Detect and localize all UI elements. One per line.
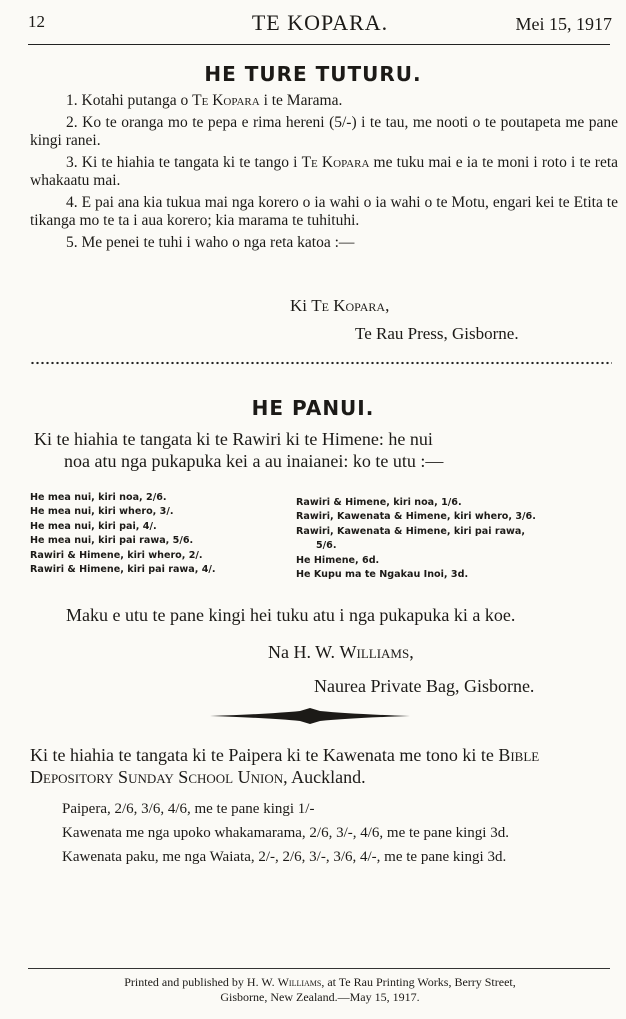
dotted-divider xyxy=(30,360,612,366)
price-item: He Himene, 6d. xyxy=(296,554,380,566)
bible-price-list xyxy=(30,800,610,872)
price-list-right xyxy=(296,496,618,582)
price-item: Rawiri, Kawenata & Himene, kiri pai rawa, xyxy=(296,525,526,537)
signer-name: Na H. W. Williams, xyxy=(268,642,414,662)
price-item: He mea nui, kiri pai rawa, 5/6. xyxy=(30,535,194,547)
panui-intro: Ki te hiahia te tangata ki te Rawiri ki te Himene: he nui noa atu nga pukapuka kei a au inaianei: ko te utu :— xyxy=(34,429,444,471)
running-header xyxy=(28,10,612,38)
signer-address: Naurea Private Bag, Gisborne. xyxy=(314,676,535,696)
header-rule xyxy=(28,44,610,45)
price-item: He mea nui, kiri noa, 2/6. xyxy=(30,492,167,503)
price-item: He mea nui, kiri pai, 4/. xyxy=(30,520,157,532)
bible-item: Kawenata me nga upoko whakamarama, 2/6, 3/-, 4/6, me te pane kingi 3d. xyxy=(62,825,509,841)
ture-list xyxy=(30,92,618,256)
bible-item: Kawenata paku, me nga Waiata, 2/-, 2/6, 3/-, 3/6, 4/-, me te pane kingi 3d. xyxy=(62,849,507,865)
ture-item: 2. Ko te oranga mo te pepa e rima hereni (5/-) i te tau, me nooti o te poutapeta me pane kingi ranei. xyxy=(30,114,619,149)
bible-intro: Ki te hiahia te tangata ki te Paipera ki te Kawenata me tono ki te Bible Depository Sunday School Union, Auckland. xyxy=(30,745,540,787)
price-item: Rawiri & Himene, kiri whero, 2/. xyxy=(30,549,203,561)
price-item: Rawiri & Himene, kiri pai rawa, 4/. xyxy=(30,564,216,576)
footer-rule xyxy=(28,968,610,969)
ture-item: 1. Kotahi putanga o Te Kopara i te Marama. xyxy=(66,92,343,109)
bible-item: Paipera, 2/6, 3/6, 4/6, me te pane kingi 1/- xyxy=(62,801,315,817)
price-list-left xyxy=(30,491,300,577)
imprint-footer: Printed and published by H. W. Williams, at Te Rau Printing Works, Berry Street, Gisborne, New Zealand.—May 15, 1917. xyxy=(124,975,516,1004)
ornamental-rule xyxy=(210,706,410,726)
ture-item: 4. E pai ana kia tukua mai nga korero o ia wahi o ia wahi o te Motu, engari kei te Etita te tikanga mo te ta i aua korero; kia marama te tuhituhi. xyxy=(30,194,618,229)
panui-heading: HE PANUI. xyxy=(251,396,375,420)
issue-date: Mei 15, 1917 xyxy=(515,14,612,34)
price-item: Rawiri, Kawenata & Himene, kiri whero, 3/6. xyxy=(296,511,536,523)
price-item: He Kupu ma te Ngakau Inoi, 3d. xyxy=(296,569,469,581)
price-item: 5/6. xyxy=(316,540,337,552)
price-item: He mea nui, kiri whero, 3/. xyxy=(30,506,174,518)
mail-address-line1: Ki Te Kopara, xyxy=(290,296,390,315)
publication-title: TE KOPARA. xyxy=(251,10,389,35)
ture-heading: HE TURE TUTURU. xyxy=(204,62,422,86)
mail-address-line2: Te Rau Press, Gisborne. xyxy=(355,324,519,343)
price-item: Rawiri & Himene, kiri noa, 1/6. xyxy=(296,497,462,508)
ture-item: 5. Me penei te tuhi i waho o nga reta katoa :— xyxy=(66,234,355,251)
ture-item: 3. Ki te hiahia te tangata ki te tango i Te Kopara me tuku mai e ia te moni i roto i te reta whakaatu mai. xyxy=(30,154,619,189)
page-number: 12 xyxy=(28,12,45,31)
maku-paragraph: Maku e utu te pane kingi hei tuku atu i nga pukapuka ki a koe. xyxy=(66,605,516,625)
